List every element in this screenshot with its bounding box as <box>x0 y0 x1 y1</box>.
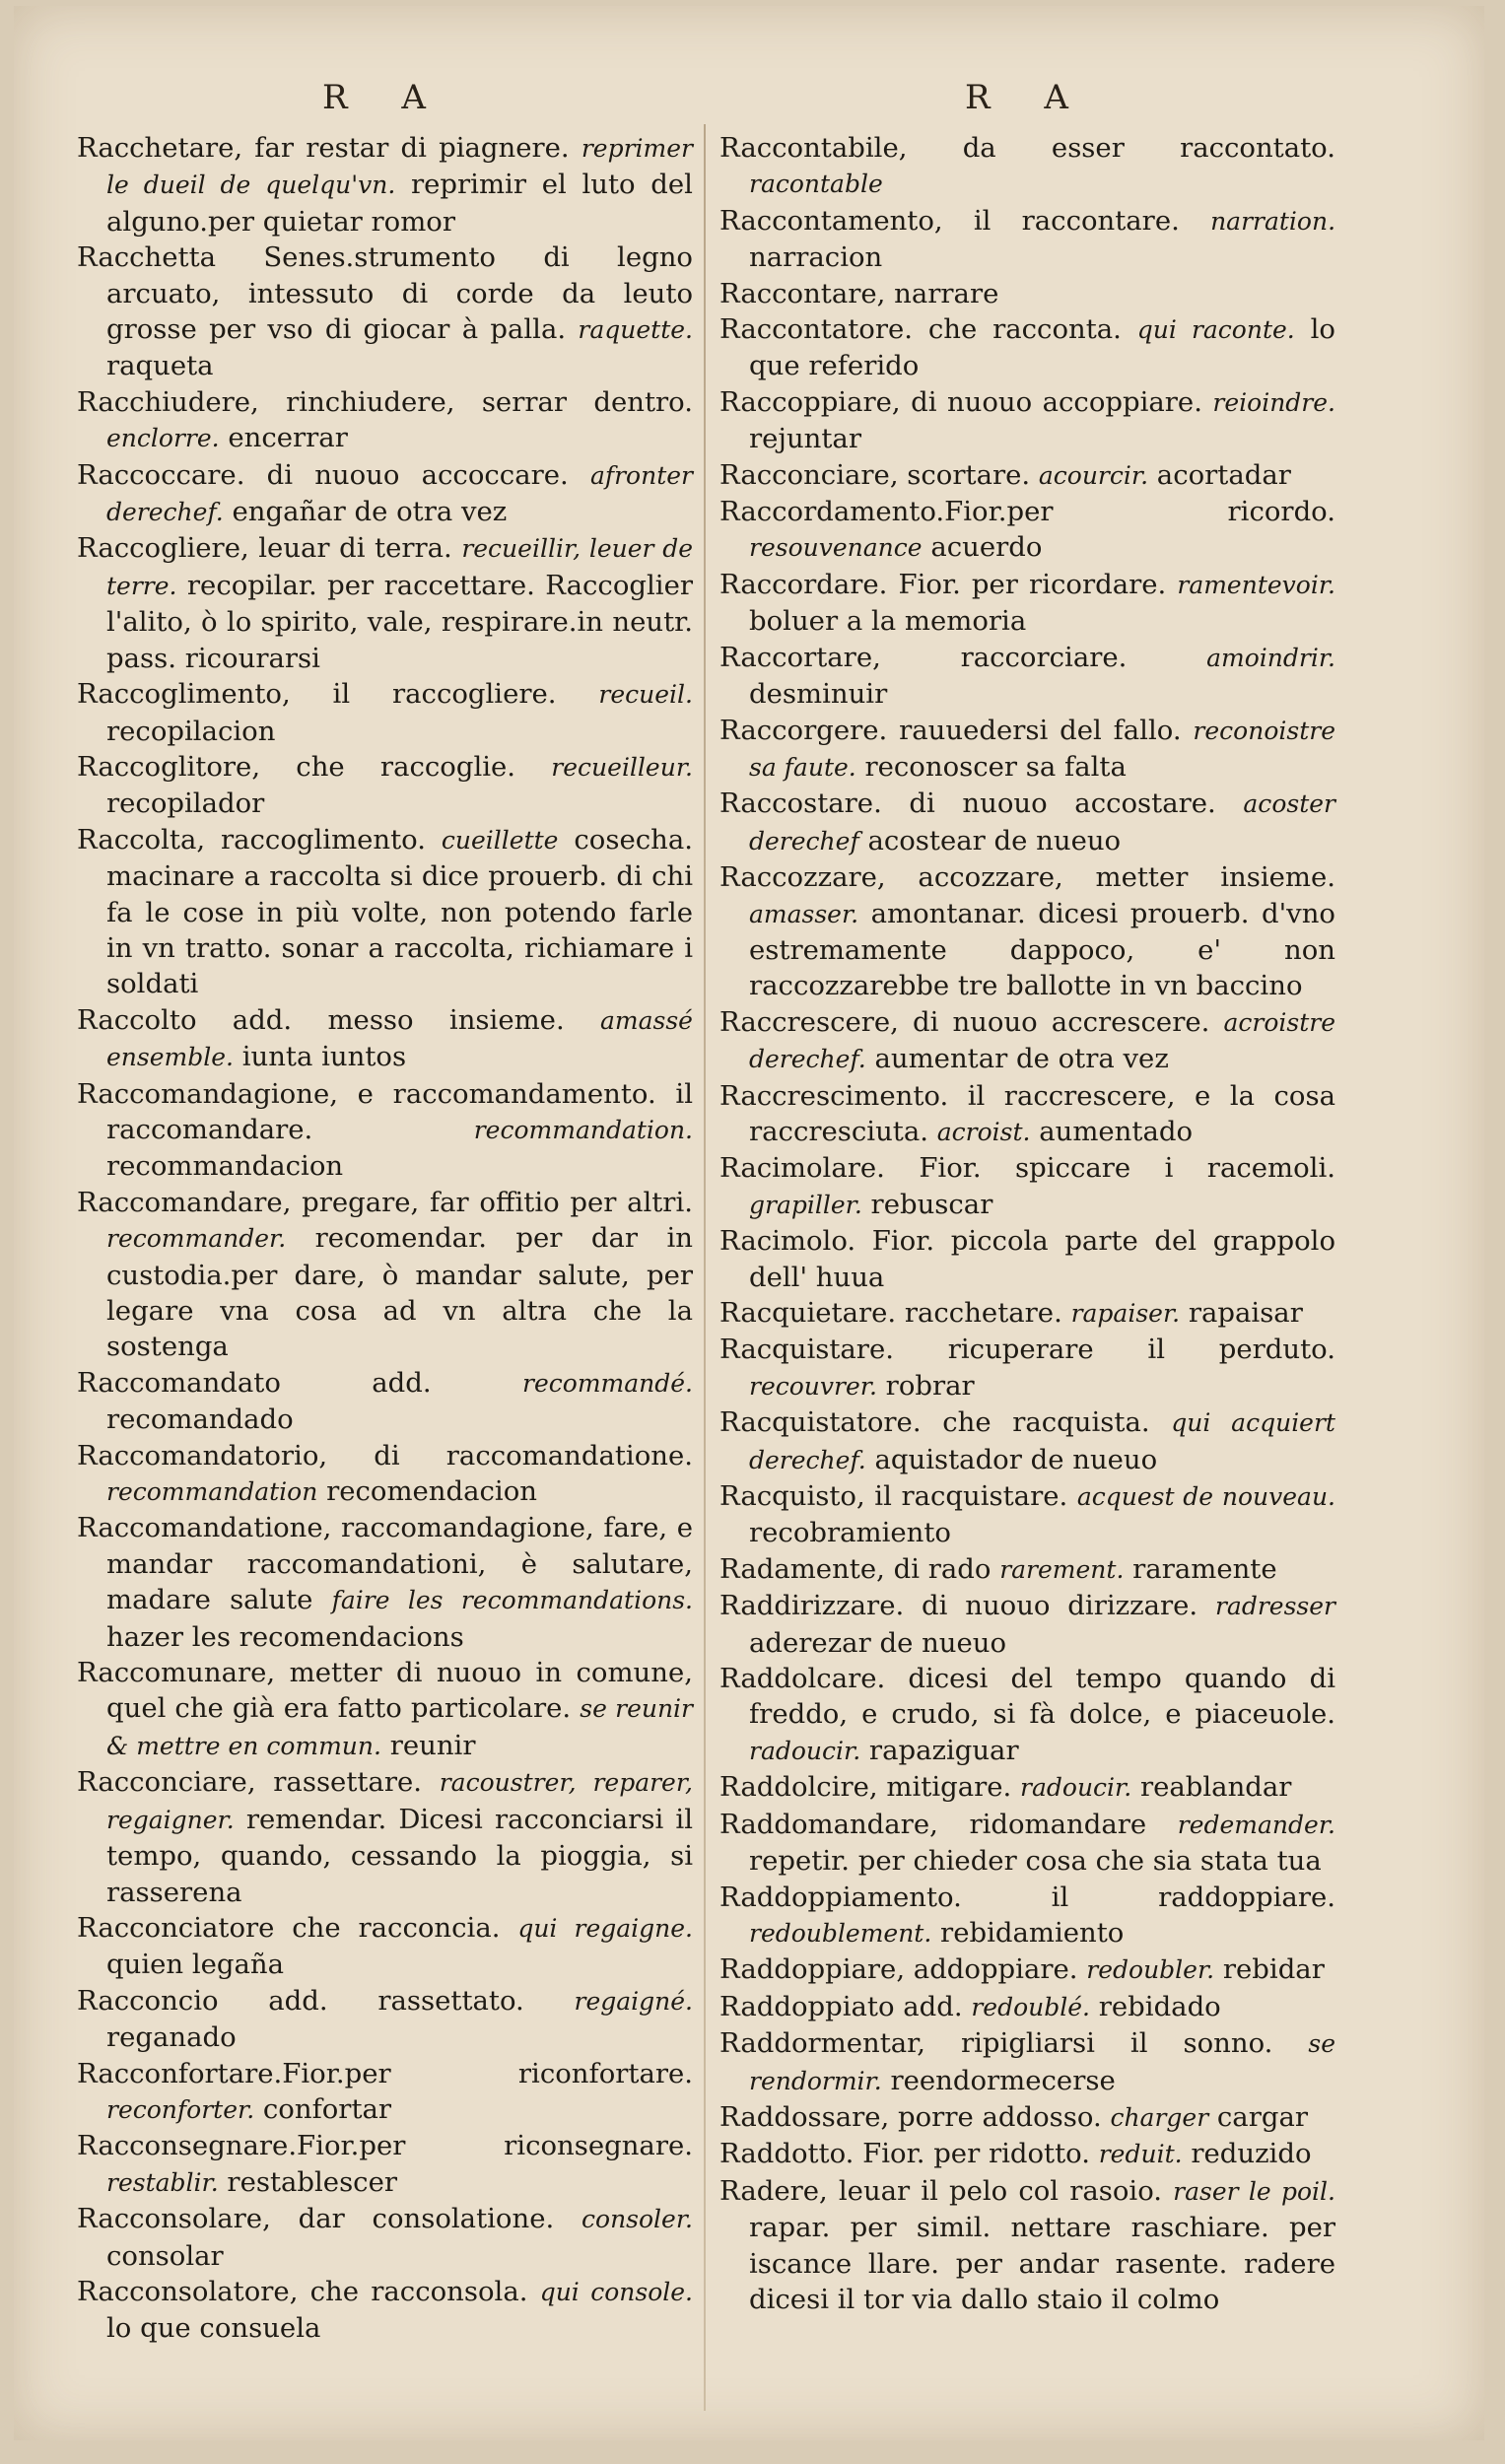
dictionary-entry <box>77 1002 693 1076</box>
dictionary-entry <box>719 567 1335 640</box>
entry-french-translation: recommandé. <box>522 1368 693 1398</box>
entry-headword-text: Raccoglitore, che raccoglie. <box>77 750 516 783</box>
entry-french-translation: cueillette <box>441 825 559 855</box>
entry-french-translation: qui console. <box>539 2277 693 2306</box>
entry-spanish-translation: acortadar <box>1156 458 1291 491</box>
entry-french-translation: regaigné. <box>574 1986 693 2016</box>
dictionary-entry <box>719 859 1335 1004</box>
entry-headword-text: Racconciare, scortare. <box>719 458 1031 491</box>
dictionary-entry <box>719 1078 1335 1151</box>
dictionary-entry <box>719 640 1335 713</box>
dictionary-entry <box>719 1880 1335 1952</box>
entry-headword-text: Racquistatore. che racquista. <box>719 1406 1150 1439</box>
dictionary-entry <box>719 1295 1335 1332</box>
entry-headword-text: Raccordare. Fior. per ricordare. <box>719 568 1167 600</box>
entry-spanish-translation: rebidamiento <box>940 1916 1125 1949</box>
entry-french-translation: recouvrer. <box>749 1371 877 1401</box>
entry-spanish-translation: rapaziguar <box>868 1734 1019 1766</box>
dictionary-entry <box>719 1661 1335 1769</box>
dictionary-entry <box>719 1332 1335 1404</box>
dictionary-entry <box>77 2201 693 2274</box>
dictionary-entry <box>719 1951 1335 1988</box>
entry-headword-text: Racconciatore che racconcia. <box>77 1911 501 1944</box>
entry-french-translation: restablir. <box>106 2167 219 2197</box>
entry-headword-text: Racchiudere, rinchiudere, serrar dentro. <box>77 385 693 418</box>
entry-headword-text: Raccoglimento, il raccogliere. <box>77 678 557 711</box>
entry-french-translation: reioindre. <box>1212 387 1335 417</box>
entry-spanish-translation: hazer les recomendacions <box>106 1620 464 1653</box>
entry-spanish-translation: cargar <box>1216 2100 1308 2133</box>
entry-french-translation: raser le poil. <box>1173 2176 1335 2206</box>
entry-headword-text: Raccortare, raccorciare. <box>719 641 1128 673</box>
entry-headword-text: Racquistare. ricuperare il perduto. <box>719 1334 1335 1366</box>
entry-headword-text: Raddolcare. dicesi del tempo quando di freddo, e crudo, si fà dolce, e piaceuole. <box>719 1663 1335 1731</box>
entry-french-translation: raquette. <box>578 315 693 345</box>
dictionary-entry <box>77 822 693 1002</box>
dictionary-entry <box>719 2136 1335 2172</box>
entry-spanish-translation: rapar. per simil. nettare raschiare. per iscance llare. per andar rasente. radere dicesi il tor via dallo staio il colmo <box>749 2212 1335 2315</box>
dictionary-entry <box>719 1769 1335 1806</box>
entry-french-translation: acoster derechef <box>749 789 1335 856</box>
dictionary-entry <box>719 1807 1335 1880</box>
entry-headword-text: Racchetta Senes.strumento di legno arcuato, intessuto di corde da leuto grosse per vso di giocar à palla. <box>77 241 693 346</box>
entry-french-translation: recueilleur. <box>551 752 693 782</box>
entry-spanish-translation: recopilador <box>106 787 265 820</box>
dictionary-entry <box>719 2173 1335 2318</box>
entry-headword-text: Radamente, di rado <box>719 1552 992 1585</box>
entry-french-translation: acroist. <box>936 1117 1031 1146</box>
entry-headword-text: Radere, leuar il pelo col rasoio. <box>719 2174 1163 2207</box>
entry-french-translation: faire les recommandations. <box>331 1586 693 1615</box>
entry-headword-text: Racimolare. Fior. spiccare i racemoli. <box>719 1152 1335 1185</box>
entry-headword-text: Racchetare, far restar di piagnere. <box>77 132 570 164</box>
entry-french-translation: qui regaigne. <box>517 1913 693 1943</box>
entry-spanish-translation: recomendacion <box>326 1475 537 1508</box>
dictionary-entry <box>77 2274 693 2347</box>
dictionary-entry <box>77 1185 693 1365</box>
entry-headword-text: Raccomandato add. <box>77 1366 432 1399</box>
entry-headword-text: Racconsegnare.Fior.per riconsegnare. <box>77 2130 693 2162</box>
dictionary-entry <box>719 311 1335 384</box>
entry-french-translation: recommander. <box>106 1224 287 1254</box>
dictionary-entry <box>719 203 1335 276</box>
entry-french-translation: racontable <box>749 170 883 199</box>
entry-spanish-translation: aderezar de nueuo <box>749 1626 1007 1659</box>
entry-spanish-translation: aumentado <box>1039 1115 1193 1147</box>
entry-headword-text: Raccorgere. rauuedersi del fallo. <box>719 714 1182 746</box>
entry-french-translation: redoubler. <box>1086 1955 1215 1985</box>
entry-french-translation: rapaiser. <box>1070 1299 1181 1328</box>
entry-headword-text: Raccontatore. che racconta. <box>719 313 1122 346</box>
entry-spanish-translation: narracion <box>749 241 883 274</box>
column-gutter <box>704 124 706 2411</box>
entry-spanish-translation: recobramiento <box>749 1517 951 1549</box>
dictionary-entry <box>77 240 693 384</box>
dictionary-entry <box>77 2128 693 2201</box>
entry-french-translation: reconforter. <box>106 2094 255 2124</box>
entry-spanish-translation: recomendar. per dar in custodia.per dare, ò mandar salute, per legare vna cosa ad vn altra che la sostenga <box>106 1222 693 1363</box>
entry-french-translation: acquest de nouveau. <box>1076 1482 1336 1512</box>
entry-headword-text: Raccolta, raccoglimento. <box>77 823 426 856</box>
entry-headword-text: Racconfortare.Fior.per riconfortare. <box>77 2057 693 2089</box>
dictionary-entry <box>719 1478 1335 1551</box>
entry-headword-text: Raddossare, porre addosso. <box>719 2100 1102 2133</box>
entry-french-translation: racoustrer, reparer, regaigner. <box>106 1768 694 1834</box>
entry-spanish-translation: rebidado <box>1098 1990 1221 2022</box>
entry-spanish-translation: reduzido <box>1191 2138 1312 2170</box>
entry-spanish-translation: recopilacion <box>106 715 276 747</box>
dictionary-entry <box>77 1764 693 1910</box>
entry-headword-text: Raccordamento.Fior.per ricordo. <box>719 496 1335 528</box>
entry-headword-text: Racconciare, rassettare. <box>77 1766 422 1799</box>
right-column <box>719 75 1335 2317</box>
dictionary-entry <box>719 1404 1335 1478</box>
entry-spanish-translation: lo que consuela <box>106 2312 321 2345</box>
entry-spanish-translation: confortar <box>262 2092 392 2125</box>
entry-spanish-translation: remendar. Dicesi racconciarsi il tempo, quando, cessando la pioggia, si rasserena <box>106 1803 693 1908</box>
entry-french-translation: recommandation <box>106 1477 318 1507</box>
dictionary-entry <box>719 713 1335 787</box>
dictionary-entry <box>77 457 693 531</box>
dictionary-entry <box>77 676 693 749</box>
entry-french-translation: redoublement. <box>749 1918 932 1948</box>
entry-spanish-translation: recomandado <box>106 1403 294 1436</box>
entry-headword-text: Raccrescimento. il raccrescere, e la cosa raccresciuta. <box>719 1079 1335 1147</box>
dictionary-entry <box>719 1588 1335 1661</box>
dictionary-entry <box>77 1983 693 2056</box>
entry-french-translation: narration. <box>1210 206 1336 236</box>
entry-french-translation: charger <box>1110 2102 1209 2132</box>
entry-french-translation: radoucir. <box>749 1736 861 1765</box>
dictionary-entry <box>719 1989 1335 2025</box>
dictionary-entry <box>77 530 693 676</box>
entry-headword-text: Racconcio add. rassettato. <box>77 1984 524 2017</box>
dictionary-entry <box>719 384 1335 457</box>
entry-french-translation: reprimer le dueil de quelqu'vn. <box>106 134 693 200</box>
entry-headword-text: Racimolo. Fior. piccola parte del grappolo dell' huua <box>719 1225 1335 1293</box>
entry-spanish-translation: lo que referido <box>749 313 1335 382</box>
entry-spanish-translation: recommandacion <box>106 1150 344 1183</box>
entry-french-translation: amoindrir. <box>1206 643 1335 672</box>
entry-french-translation: grapiller. <box>749 1190 862 1219</box>
entry-spanish-translation: encerrar <box>228 422 348 454</box>
dictionary-entry <box>77 130 693 240</box>
entry-french-translation: qui acquiert derechef. <box>749 1408 1335 1474</box>
dictionary-entry <box>77 1510 693 1655</box>
left-column-header: R A <box>322 78 447 117</box>
entry-french-translation: consoler. <box>581 2205 693 2234</box>
entry-headword-text: Raccoccare. di nuouo accoccare. <box>77 458 569 491</box>
entry-spanish-translation: reunir <box>389 1729 476 1761</box>
entry-spanish-translation: raramente <box>1132 1552 1277 1585</box>
dictionary-entry <box>77 1365 693 1438</box>
entry-headword-text: Racconsolatore, che racconsola. <box>77 2275 528 2307</box>
entry-spanish-translation: rebidar <box>1222 1953 1325 1986</box>
entry-headword-text: Racquietare. racchetare. <box>719 1297 1062 1329</box>
entry-french-translation: recommandation. <box>473 1115 693 1144</box>
entry-spanish-translation: raqueta <box>106 350 214 382</box>
entry-french-translation: rarement. <box>999 1554 1125 1584</box>
dictionary-entry <box>77 1076 693 1185</box>
dictionary-page <box>14 6 1484 2440</box>
entry-headword-text: Raccogliere, leuar di terra. <box>77 532 452 565</box>
dictionary-entry <box>719 457 1335 494</box>
entry-headword-text: Raddomandare, ridomandare <box>719 1808 1147 1840</box>
entry-headword-text: Raccomandatione, raccomandagione, fare, e mandar raccomandationi, è salutare, madare salute <box>77 1512 693 1616</box>
entry-french-translation: recueillir, leuer de terre. <box>106 534 693 600</box>
entry-french-translation: afronter derechef. <box>106 460 693 527</box>
entry-headword-text: Raccomandagione, e raccomandamento. il raccomandare. <box>77 1077 693 1145</box>
entry-spanish-translation: reendormecerse <box>890 2064 1116 2096</box>
entry-headword-text: Raccomandatorio, di raccomandatione. <box>77 1439 693 1472</box>
dictionary-entry <box>719 276 1335 311</box>
entry-headword-text: Raccontare, narrare <box>719 277 999 309</box>
dictionary-entry <box>77 749 693 822</box>
dictionary-entry <box>719 494 1335 567</box>
entry-spanish-translation: reprimir el luto del alguno.per quietar romor <box>106 169 693 238</box>
entry-headword-text: Racconsolare, dar consolatione. <box>77 2203 555 2235</box>
entry-spanish-translation: iunta iuntos <box>241 1041 407 1073</box>
entry-french-translation: reconoistre sa faute. <box>749 716 1335 782</box>
left-entries <box>77 130 693 2347</box>
entry-spanish-translation: reablandar <box>1139 1771 1292 1804</box>
entry-spanish-translation: quien legaña <box>106 1949 285 1981</box>
entry-spanish-translation: recopilar. per raccettare. Raccoglier l'alito, ò lo spirito, vale, respirare.in neutr. pass. ricourarsi <box>106 569 693 674</box>
entry-french-translation: amassé ensemble. <box>106 1005 693 1072</box>
left-column <box>77 75 693 2347</box>
entry-french-translation: radresser <box>1214 1592 1335 1621</box>
entry-spanish-translation: reganado <box>106 2021 237 2054</box>
entry-spanish-translation: desminuir <box>749 678 888 711</box>
dictionary-entry <box>77 1910 693 1983</box>
entry-spanish-translation: acostear de nueuo <box>867 824 1122 856</box>
entry-spanish-translation: acuerdo <box>930 531 1043 564</box>
entry-spanish-translation: engañar de otra vez <box>232 496 508 528</box>
entry-headword-text: Raccontamento, il raccontare. <box>719 204 1180 237</box>
dictionary-entry <box>77 384 693 457</box>
entry-headword-text: Raccostare. di nuouo accostare. <box>719 787 1216 820</box>
dictionary-entry <box>719 130 1335 203</box>
entry-french-translation: ramentevoir. <box>1177 570 1335 599</box>
entry-headword-text: Raddoppiato add. <box>719 1990 963 2022</box>
entry-spanish-translation: rapaisar <box>1188 1297 1303 1329</box>
entry-spanish-translation: aumentar de otra vez <box>874 1043 1169 1075</box>
entry-french-translation: se reunir & mettre en commun. <box>106 1694 694 1760</box>
entry-spanish-translation: robrar <box>885 1369 975 1402</box>
entry-french-translation: radoucir. <box>1020 1773 1132 1803</box>
entry-french-translation: amasser. <box>749 899 859 928</box>
entry-headword-text: Raccolto add. messo insieme. <box>77 1003 565 1036</box>
entry-french-translation: enclorre. <box>106 424 220 453</box>
entry-french-translation: resouvenance <box>749 533 923 563</box>
entry-french-translation: redemander. <box>1177 1810 1335 1839</box>
entry-spanish-translation: aquistador de nueuo <box>874 1443 1158 1475</box>
dictionary-entry <box>719 1150 1335 1223</box>
dictionary-entry <box>719 786 1335 859</box>
entry-headword-text: Raddolcire, mitigare. <box>719 1771 1012 1804</box>
entry-headword-text: Raddoppiamento. il raddoppiare. <box>719 1881 1335 1913</box>
right-column-header: R A <box>965 78 1090 117</box>
entry-spanish-translation: rejuntar <box>749 423 861 455</box>
entry-headword-text: Racquisto, il racquistare. <box>719 1480 1068 1513</box>
entry-headword-text: Raccoppiare, di nuouo accoppiare. <box>719 385 1202 418</box>
entry-spanish-translation: repetir. per chieder cosa che sia stata tua <box>749 1845 1322 1878</box>
entry-spanish-translation: rebuscar <box>870 1188 993 1220</box>
entry-spanish-translation: cosecha. macinare a raccolta si dice prouerb. di chi fa le cose in più volte, non potendo farle in vn tratto. sonar a raccolta, richiamare i soldati <box>106 823 693 1000</box>
entry-french-translation: acroistre derechef. <box>749 1007 1335 1074</box>
dictionary-entry <box>77 1655 693 1764</box>
entry-spanish-translation: restablescer <box>227 2165 398 2198</box>
entry-headword-text: Raccontabile, da esser raccontato. <box>719 132 1335 164</box>
entry-headword-text: Raccozzare, accozzare, metter insieme. <box>719 861 1335 894</box>
right-entries <box>719 130 1335 2317</box>
entry-headword-text: Raccomandare, pregare, far offitio per altri. <box>77 1186 693 1218</box>
dictionary-entry <box>719 1223 1335 1295</box>
dictionary-entry <box>719 2099 1335 2136</box>
dictionary-entry <box>719 2025 1335 2099</box>
dictionary-entry <box>719 1551 1335 1588</box>
entry-headword-text: Raddotto. Fior. per ridotto. <box>719 2138 1090 2170</box>
entry-headword-text: Raddormentar, ripigliarsi il sonno. <box>719 2027 1273 2060</box>
entry-headword-text: Raddoppiare, addoppiare. <box>719 1953 1078 1986</box>
entry-french-translation: qui raconte. <box>1136 315 1295 345</box>
entry-spanish-translation: amontanar. dicesi prouerb. d'vno estremamente dappoco, e' non raccozzarebbe tre ballotte in vn baccino <box>749 897 1335 1002</box>
entry-spanish-translation: reconoscer sa falta <box>864 750 1127 783</box>
entry-spanish-translation: consolar <box>106 2239 224 2272</box>
entry-headword-text: Raddirizzare. di nuouo dirizzare. <box>719 1590 1198 1622</box>
dictionary-entry <box>77 2056 693 2129</box>
entry-spanish-translation: boluer a la memoria <box>749 605 1027 638</box>
entry-headword-text: Raccrescere, di nuouo accrescere. <box>719 1005 1210 1038</box>
dictionary-entry <box>719 1004 1335 1078</box>
entry-french-translation: acourcir. <box>1038 460 1149 490</box>
entry-french-translation: recueil. <box>598 680 693 710</box>
entry-french-translation: reduit. <box>1098 2140 1183 2169</box>
entry-french-translation: se rendormir. <box>749 2029 1335 2095</box>
entry-headword-text: Raccomunare, metter di nuouo in comune, quel che già era fatto particolare. <box>77 1657 693 1725</box>
entry-french-translation: redoublé. <box>971 1992 1090 2021</box>
dictionary-entry <box>77 1438 693 1511</box>
